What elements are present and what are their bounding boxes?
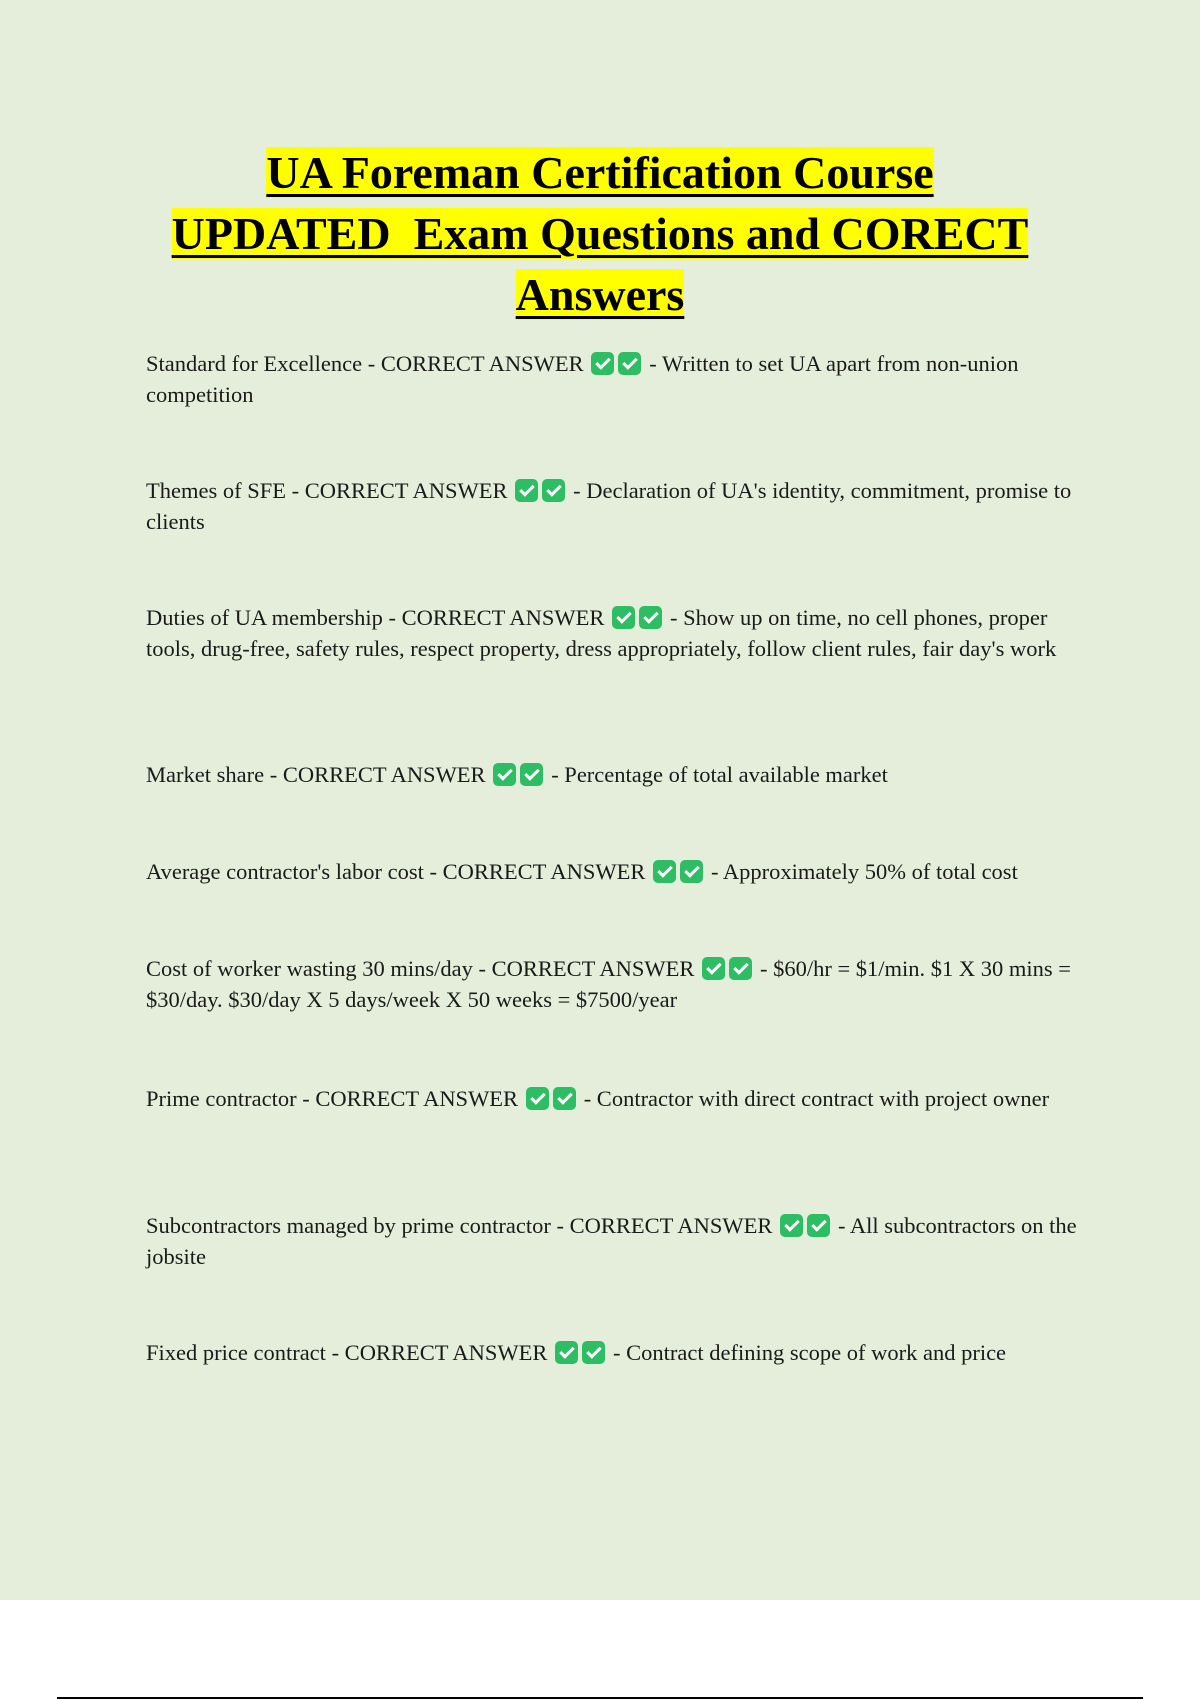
qa-item — [146, 759, 1086, 790]
qa-definition: - Show up on time, no cell phones, proper tools, drug-free, safety rules, respect property, dress appropriately, follow client rules, fair day's work — [146, 605, 1057, 661]
document-title — [100, 142, 1100, 325]
qa-term: Standard for Excellence — [146, 351, 363, 376]
qa-definition: - Written to set UA apart from non-union competition — [146, 351, 1019, 407]
green-checkbox-icon — [618, 352, 641, 375]
green-checkbox-icon — [515, 479, 538, 502]
qa-item — [146, 1083, 1086, 1114]
correct-answer-marker: - CORRECT ANSWER — [550, 1213, 773, 1238]
qa-term: Duties of UA membership — [146, 605, 383, 630]
qa-definition: - Percentage of total available market — [551, 762, 888, 787]
green-checkbox-icon — [780, 1214, 803, 1237]
qa-term: Subcontractors managed by prime contractor — [146, 1213, 551, 1238]
correct-answer-marker: - CORRECT ANSWER — [423, 859, 646, 884]
qa-item — [146, 348, 1086, 410]
qa-definition: - Contract defining scope of work and price — [613, 1340, 1007, 1365]
correct-answer-marker: - CORRECT ANSWER — [264, 762, 486, 787]
qa-item — [146, 1210, 1086, 1272]
qa-term: Average contractor's labor cost — [146, 859, 424, 884]
qa-item — [146, 856, 1086, 887]
green-checkbox-icon — [520, 763, 543, 786]
correct-answer-marker: - CORRECT ANSWER — [325, 1340, 548, 1365]
title-line-2: UPDATED Exam Questions and CORECT — [171, 208, 1029, 259]
correct-answer-marker: - CORRECT ANSWER — [472, 956, 695, 981]
green-checkbox-icon — [553, 1087, 576, 1110]
qa-term: Market share — [146, 762, 265, 787]
qa-item — [146, 602, 1086, 664]
green-checkbox-icon — [526, 1087, 549, 1110]
qa-item — [146, 475, 1086, 537]
correct-answer-marker: - CORRECT ANSWER — [382, 605, 605, 630]
correct-answer-marker: - CORRECT ANSWER — [286, 478, 508, 503]
qa-item — [146, 953, 1086, 1015]
qa-definition: - Approximately 50% of total cost — [711, 859, 1018, 884]
title-line-3: Answers — [515, 269, 685, 320]
qa-definition: - All subcontractors on the jobsite — [146, 1213, 1077, 1269]
green-checkbox-icon — [612, 606, 635, 629]
green-checkbox-icon — [591, 352, 614, 375]
green-checkbox-icon — [582, 1341, 605, 1364]
green-checkbox-icon — [542, 479, 565, 502]
qa-term: Themes of SFE — [146, 478, 286, 503]
green-checkbox-icon — [680, 860, 703, 883]
qa-definition: - Contractor with direct contract with project owner — [583, 1086, 1050, 1111]
green-checkbox-icon — [729, 957, 752, 980]
green-checkbox-icon — [702, 957, 725, 980]
title-line-1: UA Foreman Certification Course — [266, 147, 934, 198]
correct-answer-marker: - CORRECT ANSWER — [362, 351, 584, 376]
green-checkbox-icon — [639, 606, 662, 629]
green-checkbox-icon — [653, 860, 676, 883]
qa-item — [146, 1337, 1086, 1368]
footer-divider — [57, 1697, 1143, 1699]
green-checkbox-icon — [555, 1341, 578, 1364]
green-checkbox-icon — [493, 763, 516, 786]
qa-term: Cost of worker wasting 30 mins/day — [146, 956, 473, 981]
qa-term: Fixed price contract — [146, 1340, 326, 1365]
green-checkbox-icon — [807, 1214, 830, 1237]
qa-definition: - $60/hr = $1/min. $1 X 30 mins = $30/day. $30/day X 5 days/week X 50 weeks = $7500/year — [146, 956, 1071, 1012]
qa-definition: - Declaration of UA's identity, commitment, promise to clients — [146, 478, 1072, 534]
qa-term: Prime contractor — [146, 1086, 297, 1111]
correct-answer-marker: - CORRECT ANSWER — [296, 1086, 519, 1111]
